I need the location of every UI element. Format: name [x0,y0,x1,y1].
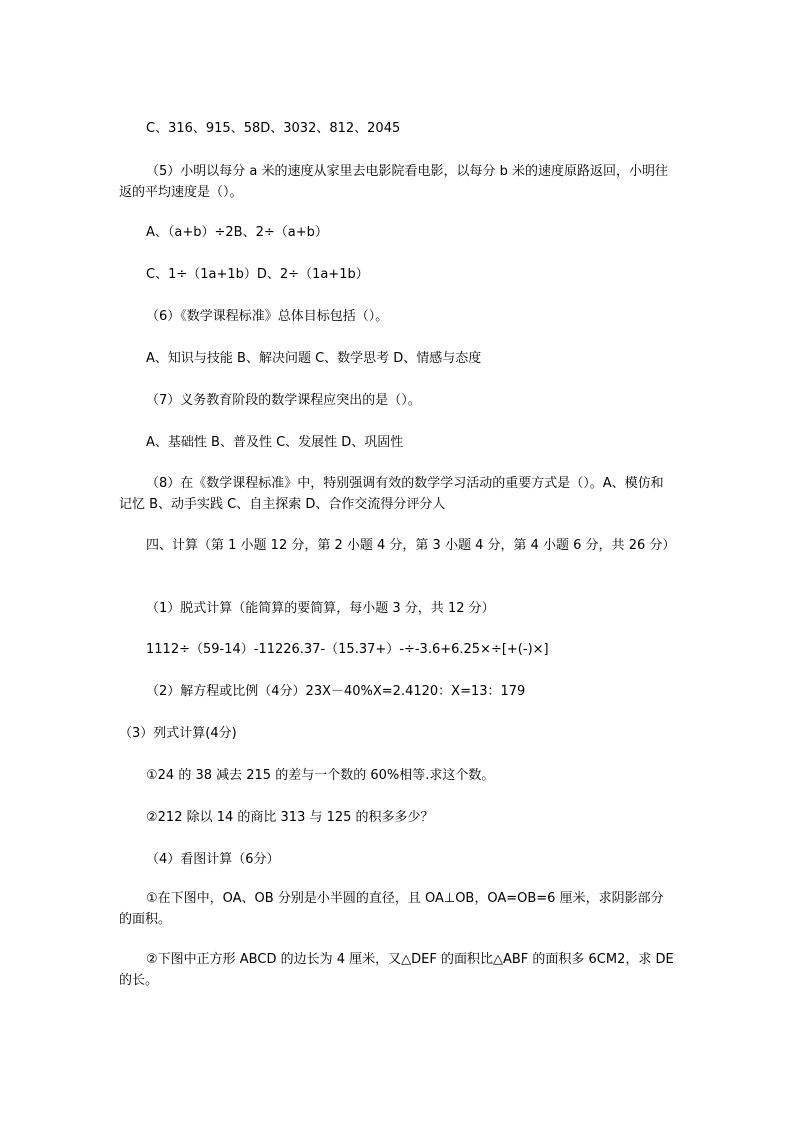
part-2: （2）解方程或比例（4分）23X－40%X=2.4120：X=13：179 [146,684,526,699]
part-4-heading: （4）看图计算（6分） [146,852,280,867]
question-8: （8）在《数学课程标准》中，特别强调有效的数学学习活动的重要方式是（）。A、模仿和记忆 B、动手实践 C、自主探索 D、合作交流得分评分人 [119,476,664,512]
part-1-heading: （1）脱式计算（能简算的要简算，每小题 3 分，共 12 分） [146,601,495,616]
question-5-options-ab: A、（a+b）÷2B、2÷（a+b） [146,225,328,240]
question-7: （7）义务教育阶段的数学课程应突出的是（）。 [146,393,421,408]
part-4-item-1: ①在下图中，OA、OB 分别是小半圆的直径，且 OA⊥OB，OA=OB=6 厘米，求阴影部分的面积。 [119,891,664,927]
part-1-expression: 1112÷（59-14）-11226.37-（15.37+）-÷-3.6+6.25×÷[+(-)×] [146,642,549,657]
question-5: （5）小明以每分 a 米的速度从家里去电影院看电影，以每分 b 米的速度原路返回，小明往返的平均速度是（）。 [119,164,669,200]
question-6: （6）《数学课程标准》总体目标包括（）。 [146,309,389,324]
part-4-item-2: ②下图中正方形 ABCD 的边长为 4 厘米，又△DEF 的面积比△ABF 的面积多 6CM2，求 DE 的长。 [119,952,674,988]
part-3-item-2: ②212 除以 14 的商比 313 与 125 的积多多少？ [146,810,434,825]
question-4-option-c: C、316、915、58D、3032、812、2045 [146,121,401,136]
question-5-options-cd: C、1÷（1a+1b）D、2÷（1a+1b） [146,267,369,282]
part-3-heading: （3）列式计算(4分) [119,726,237,741]
question-7-options: A、基础性 B、普及性 C、发展性 D、巩固性 [146,435,404,450]
section-4-heading: 四、计算（第 1 小题 12 分，第 2 小题 4 分，第 3 小题 4 分，第 4 小题 6 分，共 26 分） [146,538,676,553]
part-3-item-1: ①24 的 38 减去 215 的差与一个数的 60%相等.求这个数。 [146,768,495,783]
question-6-options: A、知识与技能 B、解决问题 C、数学思考 D、情感与态度 [146,351,482,366]
